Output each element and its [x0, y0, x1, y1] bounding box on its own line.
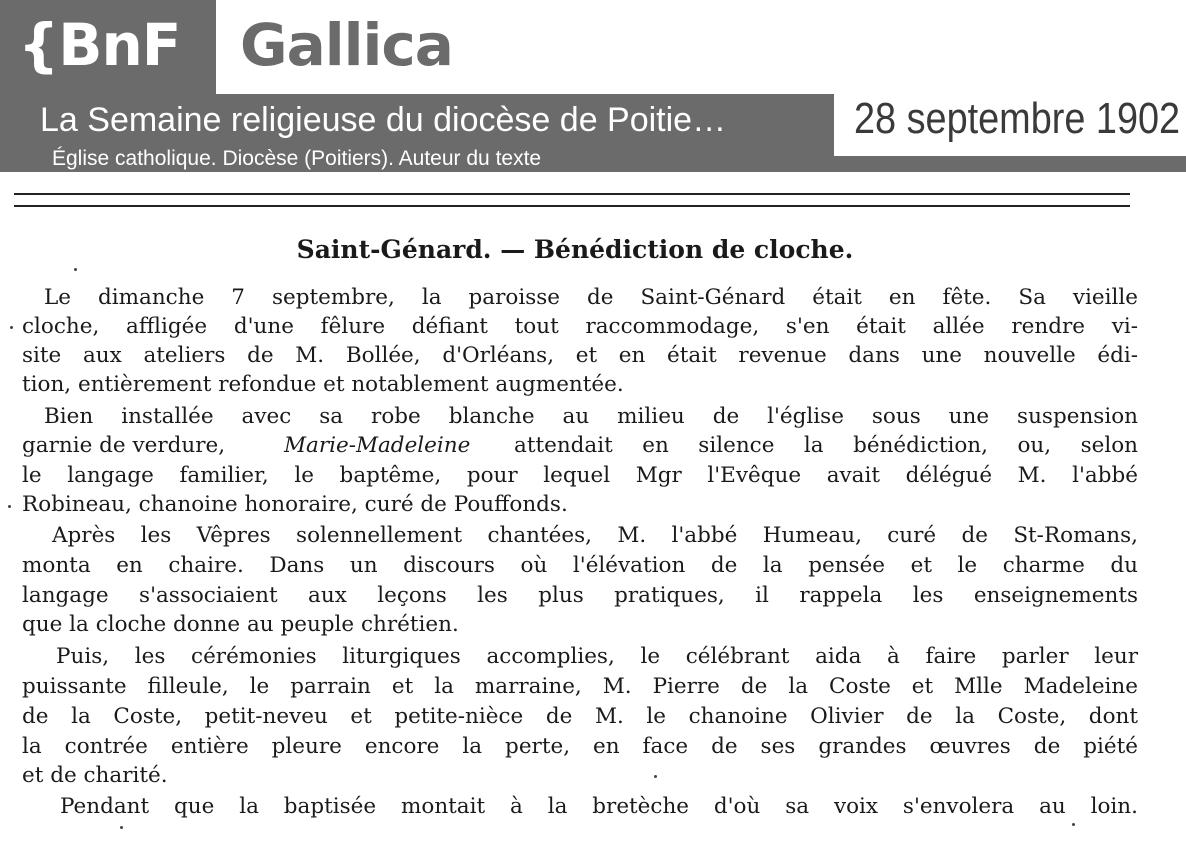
article-line-part: garnie de verdure,: [22, 433, 226, 458]
scan-speck: [120, 826, 123, 829]
article-line: Après les Vêpres solennellement chantées, M. l'abbé Humeau, curé de St-Romans,: [52, 523, 1138, 548]
scan-speck: [654, 775, 657, 778]
publication-title: La Semaine religieuse du diocèse de Poitie…: [40, 101, 727, 139]
article-line: Puis, les cérémonies liturgiques accomplies, le célébrant aida à faire parler leur: [56, 644, 1138, 669]
article-line: monta en chaire. Dans un discours où l'élévation de la pensée et le charme du: [22, 553, 1138, 578]
article-line: Robineau, chanoine honoraire, curé de Pouffonds.: [22, 492, 568, 517]
article-line: Pendant que la baptisée montait à la bretèche d'où sa voix s'envolera au loin.: [60, 794, 1138, 819]
publication-date: 28 septembre 1902: [854, 94, 1181, 143]
article-line: que la cloche donne au peuple chrétien.: [22, 612, 459, 637]
scan-speck: [8, 505, 11, 508]
article-line: tion, entièrement refondue et notablement augmentée.: [22, 372, 624, 397]
article-line-part: attendait en silence la bénédiction, ou, selon: [514, 433, 1138, 458]
article-line: le langage familier, le baptême, pour lequel Mgr l'Evêque avait délégué M. l'abbé: [22, 463, 1138, 488]
scan-speck: [10, 326, 13, 329]
article-heading: Saint-Génard. — Bénédiction de cloche.: [296, 235, 854, 264]
article-line: cloche, affligée d'une fêlure défiant tout raccommodage, s'en était allée rendre vi-: [22, 314, 1138, 339]
publication-author: Église catholique. Diocèse (Poitiers). Auteur du texte: [52, 147, 542, 170]
article-line: puissante filleule, le parrain et la marraine, M. Pierre de la Coste et Mlle Madeleine: [22, 674, 1138, 699]
article-line: Bien installée avec sa robe blanche au milieu de l'église sous une suspension: [44, 404, 1138, 429]
article-line: la contrée entière pleure encore la perte, en face de ses grandes œuvres de piété: [22, 734, 1138, 759]
article-line-italic: Marie-Madeleine: [284, 433, 471, 458]
scan-speck: [1072, 823, 1075, 826]
article-line: site aux ateliers de M. Bollée, d'Orléans, et en était revenue dans une nouvelle édi-: [22, 343, 1138, 368]
scan-speck: [74, 268, 77, 271]
gallica-title[interactable]: Gallica: [240, 11, 453, 79]
article-line: de la Coste, petit-neveu et petite-nièce de M. le chanoine Olivier de la Coste, dont: [22, 704, 1138, 729]
article-line: langage s'associaient aux leçons les plus pratiques, il rappela les enseignements: [22, 583, 1138, 608]
article-line: Le dimanche 7 septembre, la paroisse de Saint-Génard était en fête. Sa vieille: [44, 285, 1138, 310]
article-line: et de charité.: [22, 763, 168, 788]
bnf-logo-text: {BnF: [18, 11, 181, 79]
